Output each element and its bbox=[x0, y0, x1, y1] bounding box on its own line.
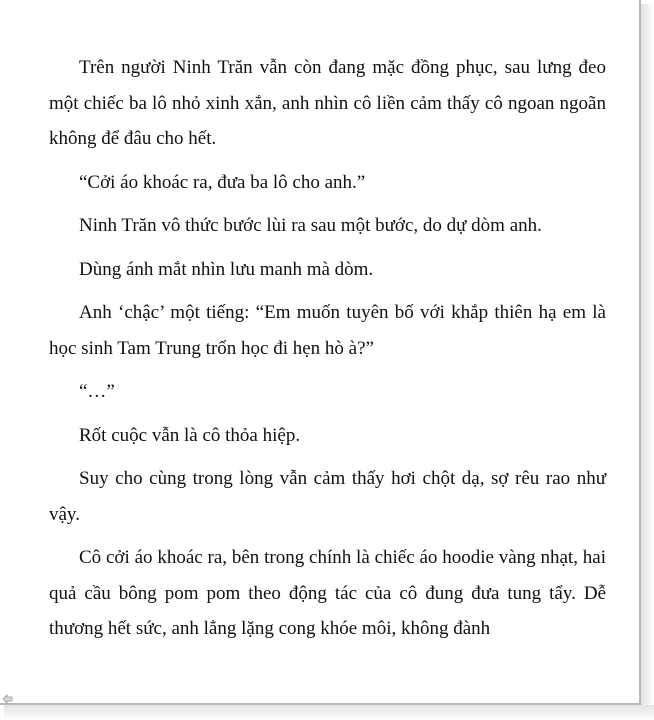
paragraph-7: Rốt cuộc vẫn là cô thỏa hiệp. bbox=[79, 424, 301, 446]
paragraph-2: “Cởi áo khoác ra, đưa ba lô cho anh.” bbox=[79, 171, 366, 193]
page-shadow bbox=[4, 705, 654, 720]
page-shadow bbox=[641, 4, 654, 708]
paragraph-4: Dùng ánh mắt nhìn lưu manh mà dòm. bbox=[79, 258, 374, 280]
paragraph-6: “…” bbox=[79, 381, 115, 402]
paragraph-3: Ninh Trăn vô thức bước lùi ra sau một bước, do dự dòm anh. bbox=[79, 215, 542, 236]
page-corner-marker-icon bbox=[2, 693, 13, 704]
paragraph-9: Cô cởi áo khoác ra, bên trong chính là chiếc áo hoodie vàng nhạt, hai quả cầu bông pom pom theo động tác của cô đung đưa tung tẩy. Dễ thương hết sức, anh lẳng lặng cong khóe môi, không đành bbox=[49, 547, 606, 639]
paragraph-8: Suy cho cùng trong lòng vẫn cảm thấy hơi chột dạ, sợ rêu rao như vậy. bbox=[49, 468, 606, 525]
paragraph-1: Trên người Ninh Trăn vẫn còn đang mặc đồng phục, sau lưng đeo một chiếc ba lô nhỏ xinh xắn, anh nhìn cô liền cảm thấy cô ngoan ngoãn không để đâu cho hết. bbox=[49, 57, 606, 149]
paragraph-5: Anh ‘chậc’ một tiếng: “Em muốn tuyên bố với khắp thiên hạ em là học sinh Tam Trung trốn học đi hẹn hò à?” bbox=[49, 302, 606, 359]
document-body bbox=[49, 50, 606, 647]
